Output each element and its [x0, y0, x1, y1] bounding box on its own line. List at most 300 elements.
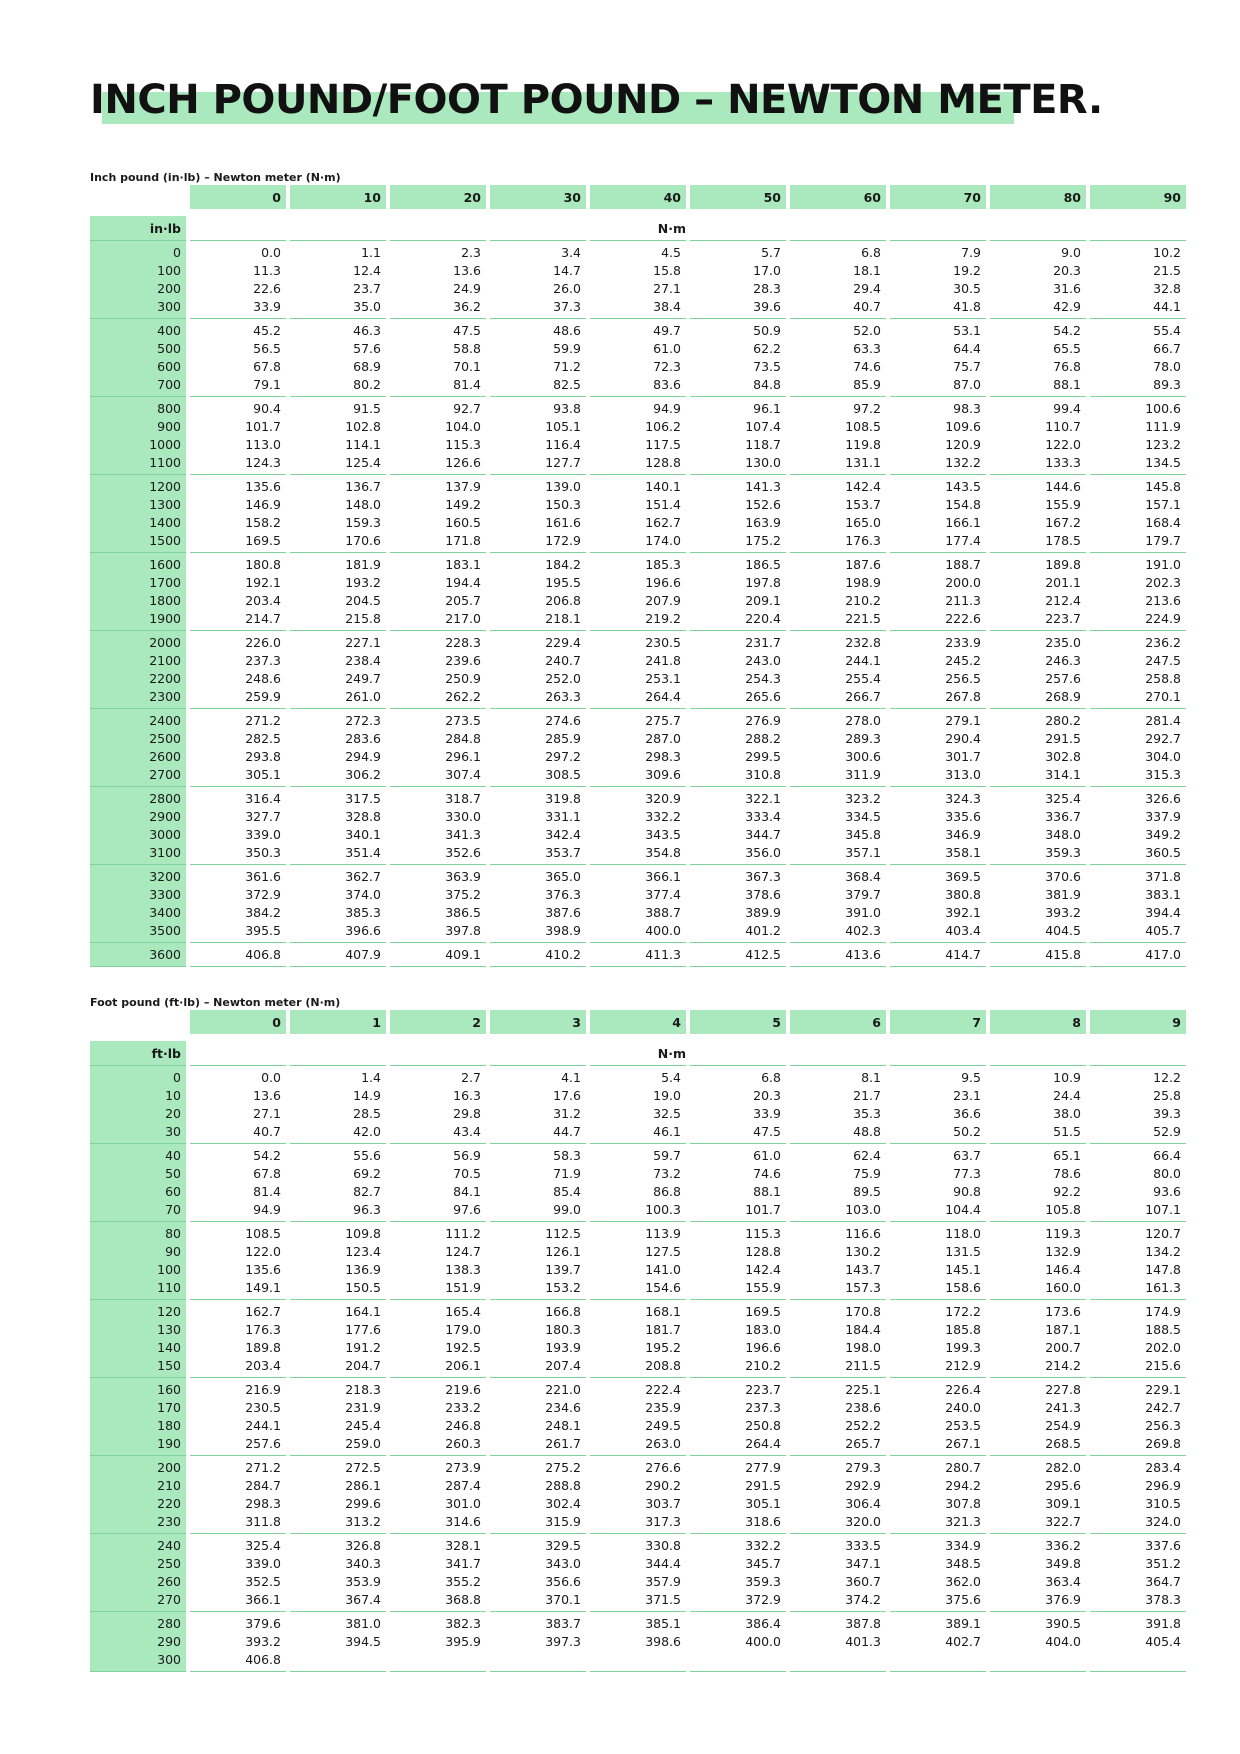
value: 289.3 [845, 731, 881, 746]
value-cell [890, 1300, 986, 1378]
value: 227.8 [1045, 1382, 1081, 1397]
page-title: INCH POUND/FOOT POUND – NEWTON METER. [90, 77, 1103, 123]
value: 362.7 [345, 869, 381, 884]
value: 120.7 [1145, 1226, 1181, 1241]
value-cell [590, 475, 686, 553]
value-cell [790, 475, 886, 553]
row-block [90, 1144, 1186, 1222]
value: 301.7 [945, 749, 981, 764]
value: 27.1 [653, 281, 681, 296]
value: 89.3 [1153, 377, 1181, 392]
value: 256.3 [1145, 1418, 1181, 1433]
value: 291.5 [745, 1478, 781, 1493]
row-label: 150 [157, 1358, 181, 1373]
value: 337.9 [1145, 809, 1181, 824]
value: 35.0 [353, 299, 381, 314]
value: 127.7 [545, 455, 581, 470]
value: 296.1 [445, 749, 481, 764]
row-label: 260 [157, 1574, 181, 1589]
value: 50.9 [753, 323, 781, 338]
value: 317.3 [645, 1514, 681, 1529]
value-cell [990, 553, 1086, 631]
value: 369.5 [945, 869, 981, 884]
row-block [90, 1066, 1186, 1144]
value: 210.2 [745, 1358, 781, 1373]
value: 372.9 [245, 887, 281, 902]
value: 261.7 [545, 1436, 581, 1451]
column-header: 30 [490, 185, 586, 209]
value-cell [290, 319, 386, 397]
value: 311.9 [845, 767, 881, 782]
value-cell [990, 1534, 1086, 1612]
value: 67.8 [253, 359, 281, 374]
value-cell [690, 1300, 786, 1378]
value: 314.1 [1045, 767, 1081, 782]
value: 146.9 [245, 497, 281, 512]
value: 400.0 [745, 1634, 781, 1649]
value: 126.1 [545, 1244, 581, 1259]
row-block [90, 397, 1186, 475]
value: 96.3 [353, 1202, 381, 1217]
value: 279.3 [845, 1460, 881, 1475]
value: 220.4 [745, 611, 781, 626]
unit-cell [390, 216, 486, 241]
unit-cell [490, 216, 586, 241]
value: 335.6 [945, 809, 981, 824]
value: 247.5 [1145, 653, 1181, 668]
value: 294.2 [945, 1478, 981, 1493]
row-label: 1700 [149, 575, 181, 590]
value-cell [490, 787, 586, 865]
row-label: 180 [157, 1418, 181, 1433]
value: 288.8 [545, 1478, 581, 1493]
value: 322.1 [745, 791, 781, 806]
value: 105.8 [1045, 1202, 1081, 1217]
value: 52.0 [853, 323, 881, 338]
value-cell [590, 553, 686, 631]
value: 212.9 [945, 1358, 981, 1373]
value: 42.9 [1053, 299, 1081, 314]
value: 113.0 [245, 437, 281, 452]
value: 10.9 [1053, 1070, 1081, 1085]
value: 7.9 [961, 245, 981, 260]
value: 12.4 [353, 263, 381, 278]
value: 239.6 [445, 653, 481, 668]
value: 78.0 [1153, 359, 1181, 374]
value-cell [390, 1222, 486, 1300]
value: 8.1 [861, 1070, 881, 1085]
column-header: 90 [1090, 185, 1186, 209]
value-cell [790, 943, 886, 967]
value: 334.5 [845, 809, 881, 824]
value: 185.8 [945, 1322, 981, 1337]
value: 378.6 [745, 887, 781, 902]
value-cell [790, 1222, 886, 1300]
value-cell [890, 1612, 986, 1672]
value: 363.9 [445, 869, 481, 884]
value: 161.3 [1145, 1280, 1181, 1295]
value-cell [190, 319, 286, 397]
value: 55.4 [1153, 323, 1181, 338]
value [590, 1651, 681, 1669]
value: 386.4 [745, 1616, 781, 1631]
value-cell [490, 1066, 586, 1144]
value: 112.5 [545, 1226, 581, 1241]
value-cell [490, 1534, 586, 1612]
value-cell [790, 865, 886, 943]
value: 375.6 [945, 1592, 981, 1607]
row-block [90, 709, 1186, 787]
value: 25.8 [1153, 1088, 1181, 1103]
value: 2.7 [461, 1070, 481, 1085]
value: 158.2 [245, 515, 281, 530]
value: 44.1 [1153, 299, 1181, 314]
value: 275.7 [645, 713, 681, 728]
value: 43.4 [453, 1124, 481, 1139]
value: 307.8 [945, 1496, 981, 1511]
value: 36.2 [453, 299, 481, 314]
value: 36.6 [953, 1106, 981, 1121]
value: 42.0 [353, 1124, 381, 1139]
row-label-cell [90, 1612, 186, 1672]
value: 173.6 [1045, 1304, 1081, 1319]
value: 319.8 [545, 791, 581, 806]
value: 213.6 [1145, 593, 1181, 608]
value: 80.2 [353, 377, 381, 392]
value-cell [390, 553, 486, 631]
value: 292.9 [845, 1478, 881, 1493]
value-cell [390, 319, 486, 397]
value: 177.6 [345, 1322, 381, 1337]
value: 322.7 [1045, 1514, 1081, 1529]
value: 327.7 [245, 809, 281, 824]
value: 13.6 [253, 1088, 281, 1103]
value: 290.2 [645, 1478, 681, 1493]
value: 325.4 [245, 1538, 281, 1553]
value: 241.3 [1045, 1400, 1081, 1415]
value: 225.1 [845, 1382, 881, 1397]
row-label: 120 [157, 1304, 181, 1319]
value: 229.4 [545, 635, 581, 650]
value: 33.9 [253, 299, 281, 314]
value-cell [590, 1222, 686, 1300]
value: 336.7 [1045, 809, 1081, 824]
value: 402.3 [845, 923, 881, 938]
value: 141.3 [745, 479, 781, 494]
value-cell [190, 553, 286, 631]
value: 226.0 [245, 635, 281, 650]
value: 170.8 [845, 1304, 881, 1319]
value: 215.8 [345, 611, 381, 626]
value: 154.6 [645, 1280, 681, 1295]
value-cell [290, 787, 386, 865]
value: 96.1 [753, 401, 781, 416]
value: 306.2 [345, 767, 381, 782]
value: 205.7 [445, 593, 481, 608]
value: 397.3 [545, 1634, 581, 1649]
row-label-cell [90, 475, 186, 553]
value: 326.8 [345, 1538, 381, 1553]
value-cell [790, 319, 886, 397]
value: 117.5 [645, 437, 681, 452]
value: 216.9 [245, 1382, 281, 1397]
value: 404.0 [1045, 1634, 1081, 1649]
row-block [90, 1300, 1186, 1378]
value: 387.6 [545, 905, 581, 920]
value: 370.1 [545, 1592, 581, 1607]
value: 92.7 [453, 401, 481, 416]
value: 31.6 [1053, 281, 1081, 296]
value-cell [1090, 943, 1186, 967]
value: 135.6 [245, 479, 281, 494]
value-cell [390, 1378, 486, 1456]
value: 13.6 [453, 263, 481, 278]
value: 6.8 [761, 1070, 781, 1085]
value: 391.0 [845, 905, 881, 920]
unit-cell [290, 216, 386, 241]
value: 149.2 [445, 497, 481, 512]
value: 357.1 [845, 845, 881, 860]
value: 318.7 [445, 791, 481, 806]
value: 189.8 [245, 1340, 281, 1355]
value-cell [1090, 1144, 1186, 1222]
value: 246.3 [1045, 653, 1081, 668]
value-cell [490, 1456, 586, 1534]
value: 340.1 [345, 827, 381, 842]
value-cell [790, 1456, 886, 1534]
value: 219.2 [645, 611, 681, 626]
value: 147.8 [1145, 1262, 1181, 1277]
value: 283.4 [1145, 1460, 1181, 1475]
value: 281.4 [1145, 713, 1181, 728]
value: 411.3 [645, 947, 681, 962]
value-cell [990, 1066, 1086, 1144]
value: 353.7 [545, 845, 581, 860]
row-label-cell [90, 1222, 186, 1300]
value: 389.9 [745, 905, 781, 920]
value: 404.5 [1045, 923, 1081, 938]
row-label: 300 [157, 1652, 181, 1667]
value: 246.8 [445, 1418, 481, 1433]
value: 191.2 [345, 1340, 381, 1355]
value: 304.0 [1145, 749, 1181, 764]
value: 151.4 [645, 497, 681, 512]
value: 174.0 [645, 533, 681, 548]
value-cell [590, 319, 686, 397]
value: 229.1 [1145, 1382, 1181, 1397]
value: 211.3 [945, 593, 981, 608]
value: 39.3 [1153, 1106, 1181, 1121]
value: 167.2 [1045, 515, 1081, 530]
column-header: 40 [590, 185, 686, 209]
value-cell [190, 1534, 286, 1612]
value: 159.3 [345, 515, 381, 530]
row-block [90, 1534, 1186, 1612]
value: 179.0 [445, 1322, 481, 1337]
value-cell [390, 631, 486, 709]
value-cell [190, 1456, 286, 1534]
value-cell [990, 631, 1086, 709]
spacer-row [90, 209, 1186, 216]
value-cell [590, 1300, 686, 1378]
value: 206.1 [445, 1358, 481, 1373]
value: 41.8 [953, 299, 981, 314]
value: 106.2 [645, 419, 681, 434]
value: 176.3 [245, 1322, 281, 1337]
value-cell [390, 1144, 486, 1222]
value-cell [290, 1612, 386, 1672]
value: 272.3 [345, 713, 381, 728]
value-cell [490, 553, 586, 631]
row-label: 160 [157, 1382, 181, 1397]
value: 276.6 [645, 1460, 681, 1475]
value-cell [990, 1222, 1086, 1300]
value: 33.9 [753, 1106, 781, 1121]
value: 249.5 [645, 1418, 681, 1433]
value: 313.2 [345, 1514, 381, 1529]
value: 28.5 [353, 1106, 381, 1121]
ftlb-table-title: Foot pound (ft·lb) – Newton meter (N·m) [90, 996, 341, 1009]
unit-row [90, 1041, 1186, 1066]
value: 123.4 [345, 1244, 381, 1259]
value: 302.4 [545, 1496, 581, 1511]
column-header: 20 [390, 185, 486, 209]
value: 84.8 [753, 377, 781, 392]
row-label-cell [90, 787, 186, 865]
value: 260.3 [445, 1436, 481, 1451]
value: 393.2 [1045, 905, 1081, 920]
value: 63.3 [853, 341, 881, 356]
value: 276.9 [745, 713, 781, 728]
value: 14.9 [353, 1088, 381, 1103]
value: 210.2 [845, 593, 881, 608]
unit-cell [1090, 216, 1186, 241]
value-cell [290, 1144, 386, 1222]
value: 52.9 [1153, 1124, 1181, 1139]
value: 10.2 [1153, 245, 1181, 260]
value: 48.8 [853, 1124, 881, 1139]
value: 282.0 [1045, 1460, 1081, 1475]
value: 374.0 [345, 887, 381, 902]
row-label-cell [90, 943, 186, 967]
value: 12.2 [1153, 1070, 1181, 1085]
value: 65.5 [1053, 341, 1081, 356]
value: 364.7 [1145, 1574, 1181, 1589]
value-cell [890, 943, 986, 967]
value: 174.9 [1145, 1304, 1181, 1319]
value: 356.0 [745, 845, 781, 860]
row-label: 170 [157, 1400, 181, 1415]
value: 139.0 [545, 479, 581, 494]
value: 168.4 [1145, 515, 1181, 530]
row-label: 30 [165, 1124, 181, 1139]
value: 337.6 [1145, 1538, 1181, 1553]
header-corner [90, 1010, 186, 1034]
value: 188.5 [1145, 1322, 1181, 1337]
value-cell [290, 1534, 386, 1612]
value: 269.8 [1145, 1436, 1181, 1451]
value: 313.0 [945, 767, 981, 782]
value: 238.4 [345, 653, 381, 668]
value-cell [490, 943, 586, 967]
value: 47.5 [453, 323, 481, 338]
value: 4.5 [661, 245, 681, 260]
value: 89.5 [853, 1184, 881, 1199]
value-cell [390, 1456, 486, 1534]
value: 231.7 [745, 635, 781, 650]
value-cell [890, 1222, 986, 1300]
value: 145.1 [945, 1262, 981, 1277]
value: 389.1 [945, 1616, 981, 1631]
value: 397.8 [445, 923, 481, 938]
value-cell [790, 631, 886, 709]
value: 86.8 [653, 1184, 681, 1199]
row-label: 2800 [149, 791, 181, 806]
value: 235.9 [645, 1400, 681, 1415]
value: 2.3 [461, 245, 481, 260]
value [290, 1651, 381, 1669]
value: 346.9 [945, 827, 981, 842]
value: 371.8 [1145, 869, 1181, 884]
value: 1.4 [361, 1070, 381, 1085]
value: 151.9 [445, 1280, 481, 1295]
value: 74.6 [853, 359, 881, 374]
value-cell [890, 631, 986, 709]
value-cell [1090, 319, 1186, 397]
row-label-cell [90, 319, 186, 397]
value: 219.6 [445, 1382, 481, 1397]
value: 38.0 [1053, 1106, 1081, 1121]
value-cell [290, 1300, 386, 1378]
value: 138.3 [445, 1262, 481, 1277]
value: 273.5 [445, 713, 481, 728]
value-cell [390, 1534, 486, 1612]
value: 259.9 [245, 689, 281, 704]
value: 90.4 [253, 401, 281, 416]
value-cell [590, 865, 686, 943]
value: 218.1 [545, 611, 581, 626]
unit-cell [890, 1041, 986, 1066]
value-cell [990, 709, 1086, 787]
row-label-cell [90, 1378, 186, 1456]
value-cell [990, 865, 1086, 943]
value: 116.4 [545, 437, 581, 452]
value: 94.9 [253, 1202, 281, 1217]
row-label: 90 [165, 1244, 181, 1259]
value: 131.5 [945, 1244, 981, 1259]
value: 298.3 [645, 749, 681, 764]
value: 352.6 [445, 845, 481, 860]
value: 345.7 [745, 1556, 781, 1571]
value: 413.6 [845, 947, 881, 962]
row-label: 2500 [149, 731, 181, 746]
value: 379.6 [245, 1616, 281, 1631]
value: 359.3 [1045, 845, 1081, 860]
value: 299.5 [745, 749, 781, 764]
column-header: 6 [790, 1010, 886, 1034]
value-cell [690, 1378, 786, 1456]
value: 181.7 [645, 1322, 681, 1337]
value: 124.7 [445, 1244, 481, 1259]
value: 360.5 [1145, 845, 1181, 860]
value: 234.6 [545, 1400, 581, 1415]
value: 22.6 [253, 281, 281, 296]
value: 66.4 [1153, 1148, 1181, 1163]
value: 18.1 [853, 263, 881, 278]
row-label: 110 [157, 1280, 181, 1295]
value: 406.8 [245, 1652, 281, 1667]
value: 394.4 [1145, 905, 1181, 920]
